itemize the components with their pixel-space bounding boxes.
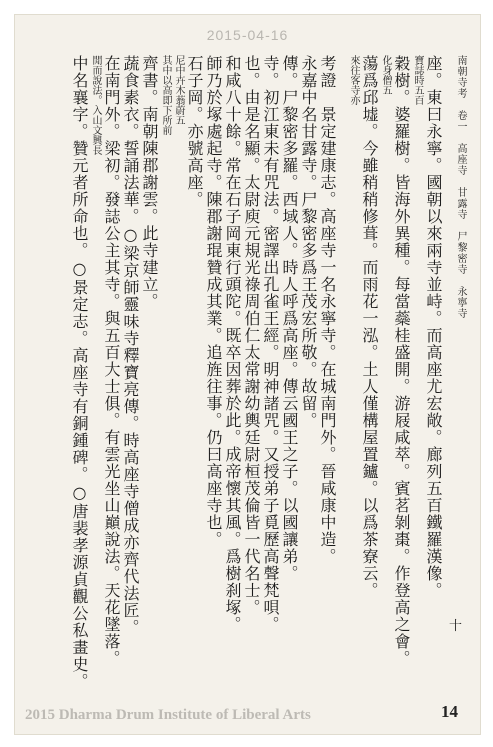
- text-column: 考證 景定建康志。高座寺一名永寧寺。在城南門外。晉咸康中造。: [318, 55, 337, 565]
- annotation-column: 寶誌時五百: [412, 55, 423, 105]
- text-column: 也。由是名顯。太尉庾元規光祿周伯仁太常謝幼輿廷尉桓茂倫皆一代名士。: [242, 55, 261, 616]
- text-column: 石子岡。亦號高座。: [185, 55, 204, 208]
- annotation-column: 其中以高即下所前: [160, 55, 171, 135]
- text-column: 師乃於塚處起寺。陳郡謝琨贊成其業。追旌往事。仍曰高座寺也。: [204, 55, 223, 548]
- text-column: 在南門外。梁初。發誌公主其寺。與五百大士俱。有雲光坐山巔說法。天花墜落。: [102, 55, 121, 667]
- text-column: 永嘉中名甘露寺。尸黎密多爲王茂宏所敬。故留。: [299, 55, 318, 429]
- text-column: 蔬食素衣。誓誦法華。○梁京師靈味寺釋寶亮傳。時高座寺僧成亦齊代法匠。: [121, 55, 140, 636]
- text-column: 中名襄字。贊元者所命也。○景定志。高座寺有銅鍾碑。○唐裴孝源貞觀公私畫史。: [70, 55, 89, 690]
- document-page: [14, 14, 481, 735]
- text-column: 座。東曰永寧。國朝以來兩寺並峙。而高座尤宏敞。廊列五百鐵羅漢像。: [424, 55, 443, 599]
- text-column: 寺。初江東未有咒法。密譯出孔雀王經。明神諸咒。又授弟子覓歷高聲梵唄。: [261, 55, 280, 633]
- annotation-column: 尼中卉木蓊蔚五: [173, 55, 184, 125]
- text-body: [71, 55, 466, 695]
- text-column: 齊書。南朝陳郡謝雲。此寺建立。: [140, 55, 159, 310]
- text-column: 穀樹。婆羅樹。皆海外異種。每當蘂桂盛開。游屐咸萃。賓茗剝棗。作登高之會。: [392, 55, 411, 667]
- text-column: 和咸八十餘。常在石子岡東行頭陀。既卒因葬於此。成帝懷其風。爲樹刹塚。: [223, 55, 242, 633]
- text-column: 傳。尸黎密多羅。西域人。時人呼爲高座。傳云國王之子。以國讓弟。: [280, 55, 299, 582]
- annotation-column: 閒而說法。入山文興長: [90, 55, 101, 155]
- page-number: 14: [441, 702, 458, 721]
- margin-mark: 十: [448, 619, 462, 634]
- text-column: 蕩爲邱墟。今雖稍稍修葺。而雨花一泓。土人僅構屋置鑪。以爲茶寮云。: [360, 55, 379, 599]
- date-watermark: 2015-04-16: [206, 27, 289, 43]
- annotation-column: 化身僧五: [380, 55, 391, 95]
- footer-watermark: 2015 Dharma Drum Institute of Liberal Arts: [25, 707, 311, 723]
- index-line: 南朝寺考 卷一 高座寺 甘露寺 尸黎密寺 永寧寺: [455, 55, 466, 319]
- annotation-column: 來往客寺亦: [348, 55, 359, 105]
